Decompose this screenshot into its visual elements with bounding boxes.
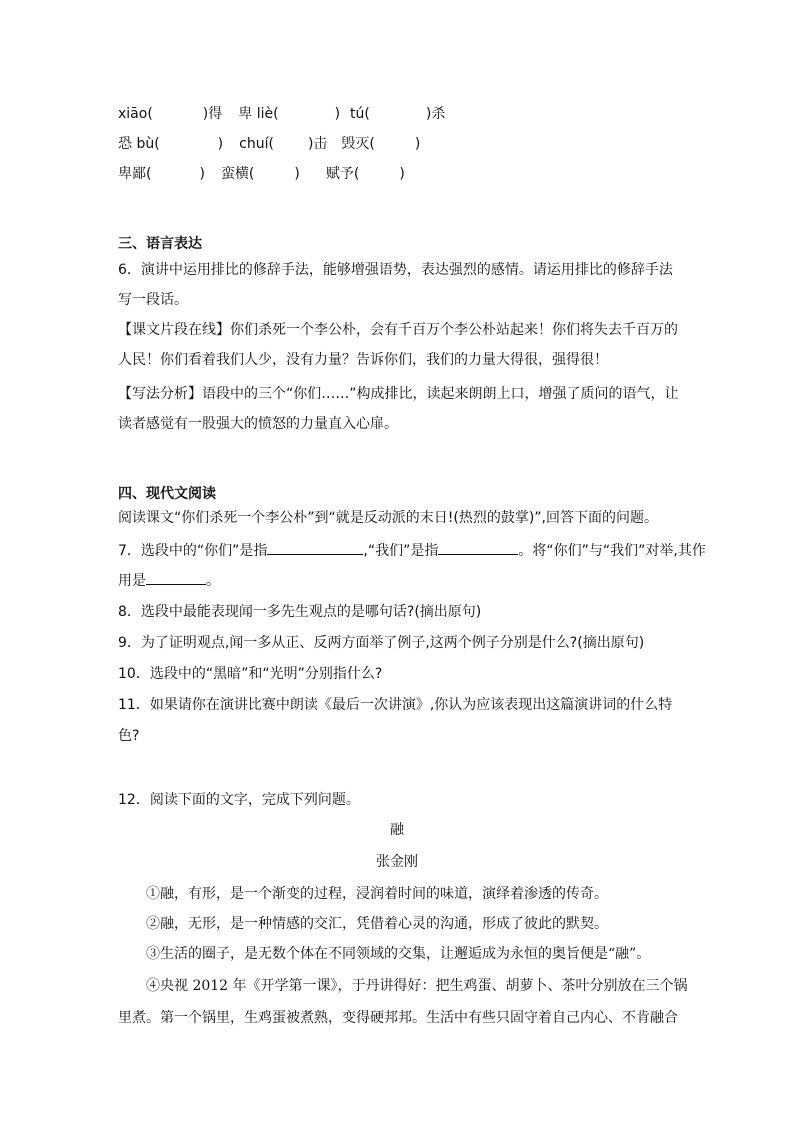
- excerpt-text: 【课文片段在线】你们杀死一个李公朴，会有千百万个李公朴站起来！你们将失去千百万的: [118, 322, 678, 338]
- pinyin-item: )得: [202, 106, 223, 122]
- pinyin-item: ): [414, 136, 421, 152]
- pinyin-item: 赋予(: [325, 166, 360, 182]
- question-6-cont: 写一段话。: [118, 292, 188, 308]
- question-6: 6．演讲中运用排比的修辞手法，能够增强语势，表达强烈的感情。请运用排比的修辞手法: [118, 262, 673, 278]
- pinyin-item: ): [217, 136, 224, 152]
- answer-blank[interactable]: [267, 540, 363, 555]
- question-12: 12．阅读下面的文字，完成下列问题。: [118, 792, 360, 808]
- reading-intro: 阅读课文“你们杀死一个李公朴”到“就是反动派的末日!(热烈的鼓掌)”,回答下面的问题。: [118, 510, 658, 526]
- answer-blank[interactable]: [438, 540, 518, 555]
- question-7-cont: 用是 。: [118, 570, 220, 591]
- question-8: 8．选段中最能表现闻一多先生观点的是哪句话?(摘出原句): [118, 604, 482, 620]
- question-10: 10．选段中的“黑暗”和“光明”分别指什么?: [118, 666, 383, 682]
- article-paragraph-3: ③生活的圈子，是无数个体在不同领域的交集，让邂逅成为永恒的奥旨便是“融”。: [146, 946, 651, 962]
- pinyin-row-2: [118, 134, 420, 154]
- question-11-cont: 色?: [118, 728, 140, 744]
- pinyin-item: 恐 bù(: [118, 136, 160, 152]
- article-paragraph-1: ①融，有形，是一个渐变的过程，浸润着时间的味道，演绎着渗透的传奇。: [146, 886, 608, 902]
- article-title: 融: [390, 822, 404, 838]
- pinyin-item: 卑 liè(: [238, 106, 279, 122]
- question-11: 11．如果请你在演讲比赛中朗读《最后一次讲演》,你认为应该表现出这篇演讲词的什么特: [118, 697, 673, 713]
- pinyin-item: ): [294, 166, 300, 182]
- pinyin-item: 毁灭(: [341, 136, 375, 152]
- pinyin-row-3: [118, 164, 405, 184]
- analysis-text: 【写法分析】语段中的三个“你们……”构成排比，读起来朗朗上口，增强了质问的语气，让: [118, 386, 679, 402]
- pinyin-item: tú(: [350, 106, 370, 122]
- article-paragraph-2: ②融，无形，是一种情感的交汇，凭借着心灵的沟通，形成了彼此的默契。: [146, 916, 608, 932]
- pinyin-item: 蛮横(: [220, 166, 255, 182]
- pinyin-item: ): [199, 166, 205, 182]
- pinyin-item: xiāo(: [118, 106, 153, 122]
- excerpt-text-cont: 人民！你们看着我们人少，没有力量？告诉你们，我们的力量大得很，强得很！: [118, 352, 608, 368]
- pinyin-item: ): [334, 106, 341, 122]
- pinyin-item: chuí(: [239, 136, 274, 152]
- pinyin-item: ): [399, 166, 405, 182]
- article-paragraph-4-cont: 里煮。第一个锅里，生鸡蛋被煮熟，变得硬邦邦。生活中有些只固守着自己内心、不肯融合: [118, 1010, 678, 1026]
- pinyin-item: )击: [307, 136, 328, 152]
- pinyin-item: 卑鄙(: [118, 166, 152, 182]
- question-7: 7．选段中的“你们”是指 ,“我们”是指 。将“你们”与“我们”对举,其作: [118, 540, 706, 561]
- article-author: 张金刚: [376, 854, 418, 870]
- analysis-text-cont: 读者感觉有一股强大的愤怒的力量直入心扉。: [118, 416, 398, 432]
- pinyin-row-1: [118, 104, 445, 124]
- answer-blank[interactable]: [146, 570, 206, 585]
- article-paragraph-4: ④央视 2012 年《开学第一课》，于丹讲得好：把生鸡蛋、胡萝卜、茶叶分别放在三个锅: [146, 978, 688, 994]
- pinyin-item: )杀: [425, 106, 446, 122]
- section-heading-3: 三、语言表达: [118, 236, 202, 252]
- section-heading-4: 四、现代文阅读: [118, 486, 216, 502]
- question-9: 9．为了证明观点,闻一多从正、反两方面举了例子,这两个例子分别是什么?(摘出原句): [118, 635, 645, 651]
